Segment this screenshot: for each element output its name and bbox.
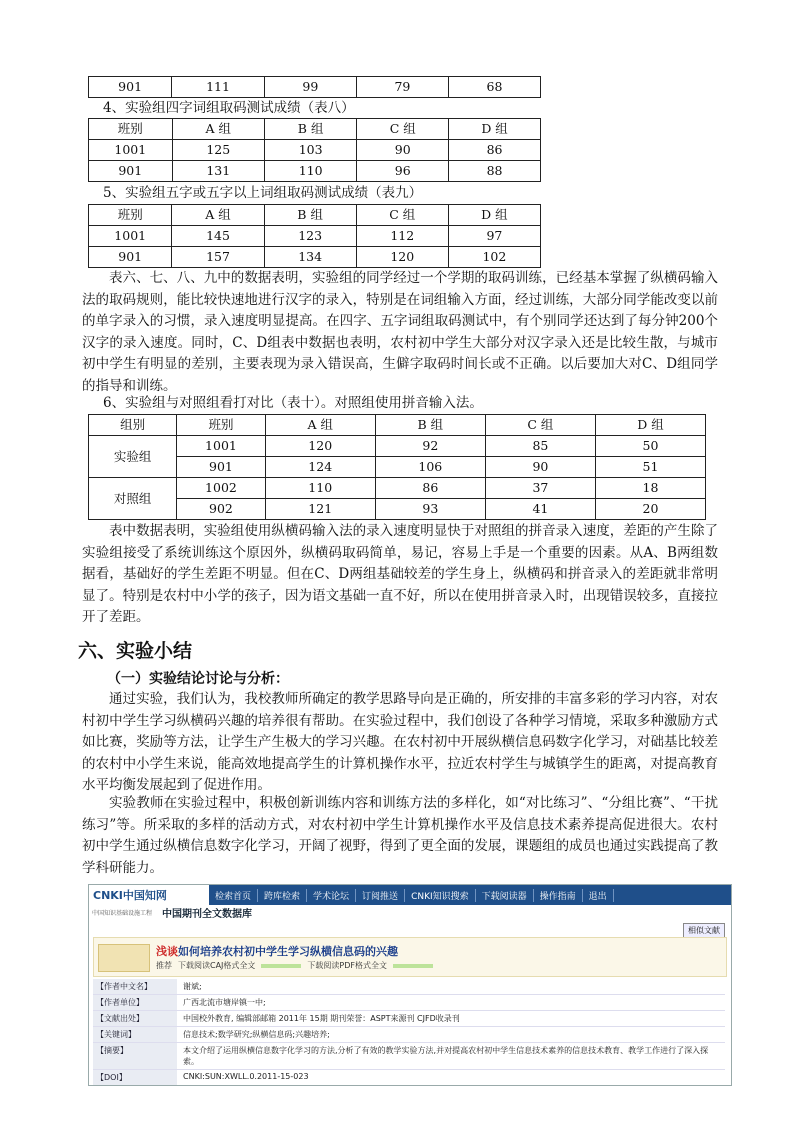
cnki-decor-icon (98, 944, 150, 972)
download-caj-link[interactable]: 下载阅读CAJ格式全文 (178, 961, 256, 970)
list-item: 【摘要】 本文介绍了运用纵横信息数字化学习的方法,分析了有效的教学实验方法,并对提高农村初中学生信息技术素养的信息技术教育、教学工作进行了深入探索。 (93, 1043, 725, 1070)
table-8 (88, 118, 541, 182)
table-header-row: 组别 班别 A 组 B 组 C 组 D 组 (89, 415, 706, 436)
table-row: 对照组 1002 110 86 37 18 (89, 478, 706, 499)
nav-link[interactable]: 订阅推送 (356, 889, 405, 902)
table-row: 1001 145 123 112 97 (89, 226, 541, 247)
download-links (156, 960, 433, 971)
nav-link[interactable]: 跨库检索 (258, 889, 307, 902)
table-row: 901 157 134 120 102 (89, 247, 541, 268)
recommend-link[interactable]: 推荐 (156, 961, 172, 970)
table-row: 901 111 99 79 68 (89, 77, 541, 98)
table-9-caption: 5、实验组五字或五字以上词组取码测试成绩（表九） (103, 185, 423, 201)
table-9 (88, 204, 541, 268)
group-label: 实验组 (89, 436, 177, 478)
table-8-caption: 4、实验组四字词组取码测试成绩（表八） (103, 100, 355, 116)
nav-link[interactable]: 操作指南 (534, 889, 583, 902)
table-header-row: 班别 A 组 B 组 C 组 D 组 (89, 119, 541, 140)
cnki-db-title: 中国期刊全文数据库 (162, 908, 252, 920)
list-item: 【作者单位】 广西北流市塘岸镇一中; (93, 995, 725, 1011)
table-row: 902 121 93 41 20 (89, 499, 706, 520)
list-item: 【DOI】 CNKI:SUN:XWLL.0.2011-15-023 (93, 1070, 725, 1086)
nav-link[interactable]: 退出 (583, 889, 614, 902)
nav-link[interactable]: 下载阅读器 (476, 889, 534, 902)
cnki-logo: CNKI中国知网 (89, 885, 209, 905)
cnki-screenshot (88, 884, 732, 1086)
article-title: 浅谈如何培养农村初中学生学习纵横信息码的兴趣 (156, 945, 398, 958)
nav-link[interactable]: 学术论坛 (307, 889, 356, 902)
nav-link[interactable]: 检索首页 (209, 889, 258, 902)
table-row: 实验组 1001 120 92 85 50 (89, 436, 706, 457)
paragraph-analysis-2: 表中数据表明，实验组使用纵横码输入法的录入速度明显快于对照组的拼音录入速度，差距的产生除了实验组接受了系统训练这个原因外，纵横码取码简单，易记，容易上手是一个重要的因素。从A、B两组数据看，基础好的学生差距不明显。但在C、D两组基础较差的学生身上，纵横码和拼音录入的差距就非常明显了。特别是农村中小学的孩子，因为语文基础一直不好，所以在使用拼音录入时，出现错误较多，直接拉开了差距。 (82, 523, 718, 625)
table-row: 1001 125 103 90 86 (89, 140, 541, 161)
list-item: 【作者中文名】 谢斌; (93, 979, 725, 995)
list-item: 【关键词】 信息技术;数学研究;纵横信息码;兴趣培养; (93, 1027, 725, 1043)
table-row: 901 124 106 90 51 (89, 457, 706, 478)
similar-docs-button[interactable]: 相似文献 (683, 923, 725, 938)
cnki-nav-links (209, 889, 614, 902)
group-label: 对照组 (89, 478, 177, 520)
article-title-box (93, 937, 727, 977)
subsection-title: （一）实验结论讨论与分析： (107, 671, 289, 687)
download-pdf-link[interactable]: 下载阅读PDF格式全文 (307, 961, 388, 970)
table-header-row: 班别 A 组 B 组 C 组 D 组 (89, 205, 541, 226)
cnki-navbar (89, 885, 731, 905)
article-metadata (93, 979, 725, 1086)
cnki-subheader (89, 905, 731, 919)
cnki-tagline: 中国知识基础设施工程 (92, 909, 153, 917)
caj-progress-bar (261, 964, 301, 968)
table-7-tail (88, 76, 541, 98)
list-item: 【文献出处】 中国校外教育, 编辑部邮箱 2011年 15期 期刊荣誉：ASPT来源刊 CJFD收录刊 (93, 1011, 725, 1027)
table-row: 901 131 110 96 88 (89, 161, 541, 182)
pdf-progress-bar (393, 964, 433, 968)
section-title: 六、实验小结 (78, 640, 193, 662)
paragraph-conclusion-1: 通过实验，我们认为，我校教师所确定的教学思路导向是正确的，所安排的丰富多彩的学习内容，对农村初中学生学习纵横码兴趣的培养很有帮助。在实验过程中，我们创设了各种学习情境，采取多种激励方式如比赛，奖励等方法，让学生产生极大的学习兴趣。在农村初中开展纵横信息码数字化学习，对础基比较差的农村中小学生来说，能高效地提高学生的计算机操作水平，拉近农村学生与城镇学生的距离，对提高教育水平均衡发展起到了促进作用。 (82, 691, 718, 793)
paragraph-analysis-1: 表六、七、八、九中的数据表明，实验组的同学经过一个学期的取码训练，已经基本掌握了纵横码输入法的取码规则，能比较快速地进行汉字的录入，特别是在词组输入方面，经过训练，大部分同学能改变以前的单字录入的习惯，录入速度明显提高。在四字、五字词组取码测试中，有个别同学还达到了每分钟200个汉字的录入速度。同时，C、D组表中数据也表明，农村初中学生大部分对汉字录入还是比较生散，与城市初中学生有明显的差别，主要表现为录入错误高，生僻字取码时间长或不正确。以后要加大对C、D组同学的指导和训练。 (82, 270, 718, 394)
paragraph-conclusion-2: 实验教师在实验过程中，积极创新训练内容和训练方法的多样化，如“对比练习”、“分组比赛”、“干扰练习”等。所采取的多样的活动方式，对农村初中学生计算机操作水平及信息技术素养提高促进很大。农村初中学生通过纵横信息数字化学习，开阔了视野，得到了更全面的发展，课题组的成员也通过实践提高了教学科研能力。 (82, 795, 718, 876)
nav-link[interactable]: CNKI知识搜索 (405, 889, 476, 902)
table-10 (88, 414, 706, 520)
table-10-caption: 6、实验组与对照组看打对比（表十）。对照组使用拼音输入法。 (103, 395, 483, 411)
